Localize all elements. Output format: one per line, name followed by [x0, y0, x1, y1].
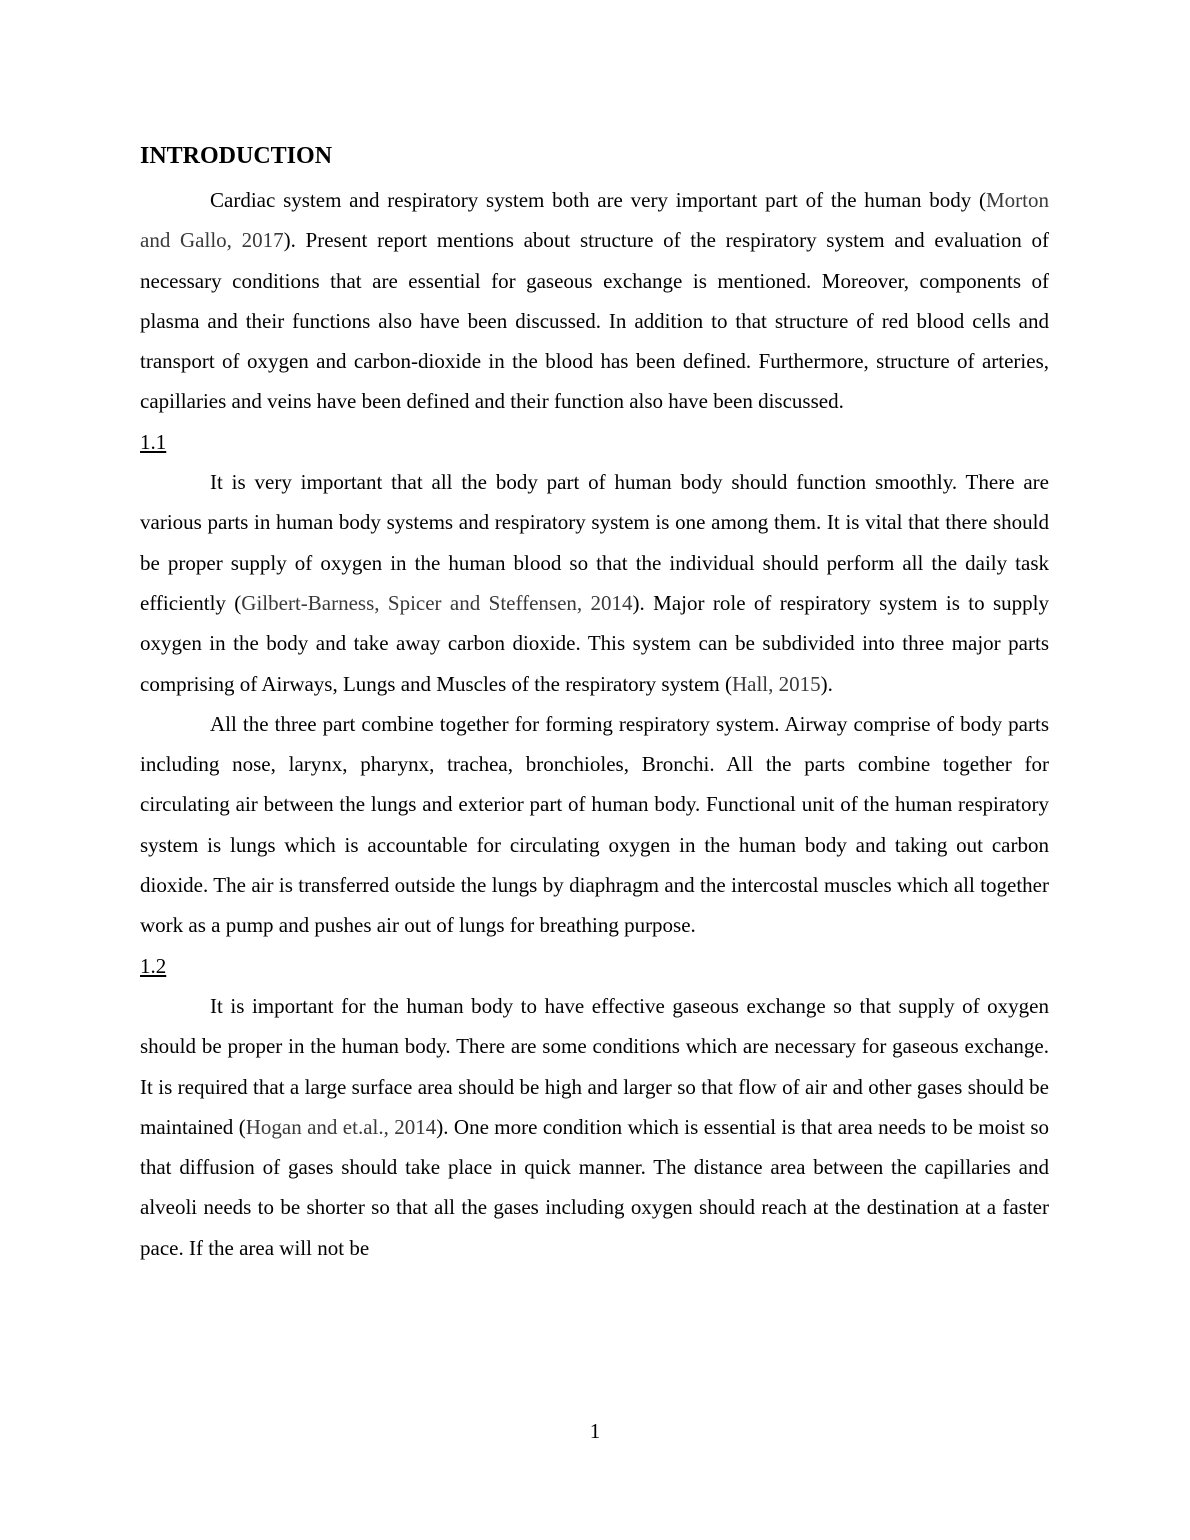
s12-p1-text-1: It is important for the human body to have effective gaseous exchange so that supply of oxygen should be proper in the human body. There are some conditions which are necessary for gaseous exchange. It is required that a large surface area should be high and larger so that flow of air and other gases should be maintained ( [140, 993, 1049, 1139]
citation-morton-gallo: Morton and Gallo, 2017 [140, 188, 1049, 253]
s12-p1-text-2: ). One more condition which is essential is that area needs to be moist so that diffusion of gases should take place in quick manner. The distance area between the capillaries and alveoli needs to be shorter so that all the gases including oxygen should reach at the destination at a faster pace. If the area will not be [140, 1114, 1049, 1260]
intro-text-2: ). Present report mentions about structure of the respiratory system and evaluation of necessary conditions that are essential for gaseous exchange is mentioned. Moreover, components of plasma and their functions also have been discussed. In addition to that structure of red blood cells and transport of oxygen and carbon-dioxide in the blood has been defined. Furthermore, structure of arteries, capillaries and veins have been defined and their function also have been discussed. [140, 228, 1049, 414]
intro-text-1: Cardiac system and respiratory system both are very important part of the human body ( [210, 188, 986, 212]
s11-p1-text-1: It is very important that all the body part of human body should function smoothly. There are various parts in human body systems and respiratory system is one among them. It is vital that there should be proper supply of oxygen in the human blood so that the individual should perform all the daily task efficiently ( [140, 470, 1049, 615]
s11-p1-text-3: ). [820, 671, 833, 696]
section-number-1-2: 1.2 [140, 953, 167, 978]
page-number: 1 [589, 1419, 601, 1443]
section-1-1-paragraph-1 [140, 462, 1049, 704]
citation-hogan: Hogan and et.al., 2014 [245, 1114, 437, 1139]
intro-paragraph [140, 180, 1049, 422]
section-number-1-1: 1.1 [140, 429, 167, 454]
citation-hall: Hall, 2015 [731, 671, 821, 696]
introduction-heading: INTRODUCTION [140, 143, 333, 169]
section-1-2-paragraph-1 [140, 986, 1049, 1268]
document-page [140, 138, 1049, 1268]
citation-gilbert-barness: Gilbert-Barness, Spicer and Steffensen, 2014 [241, 590, 633, 615]
s11-p1-text-2: ). Major role of respiratory system is to supply oxygen in the body and take away carbon dioxide. This system can be subdivided into three major parts comprising of Airways, Lungs and Muscles of the respiratory system ( [140, 590, 1050, 696]
section-1-1-paragraph-2: All the three part combine together for forming respiratory system. Airway comprise of body parts including nose, larynx, pharynx, trachea, bronchioles, Bronchi. All the parts combine together for circulating air between the lungs and exterior part of human body. Functional unit of the human respiratory system is lungs which is accountable for circulating oxygen in the human body and taking out carbon dioxide. The air is transferred outside the lungs by diaphragm and the intercostal muscles which all together work as a pump and pushes air out of lungs for breathing purpose. [140, 711, 1049, 938]
